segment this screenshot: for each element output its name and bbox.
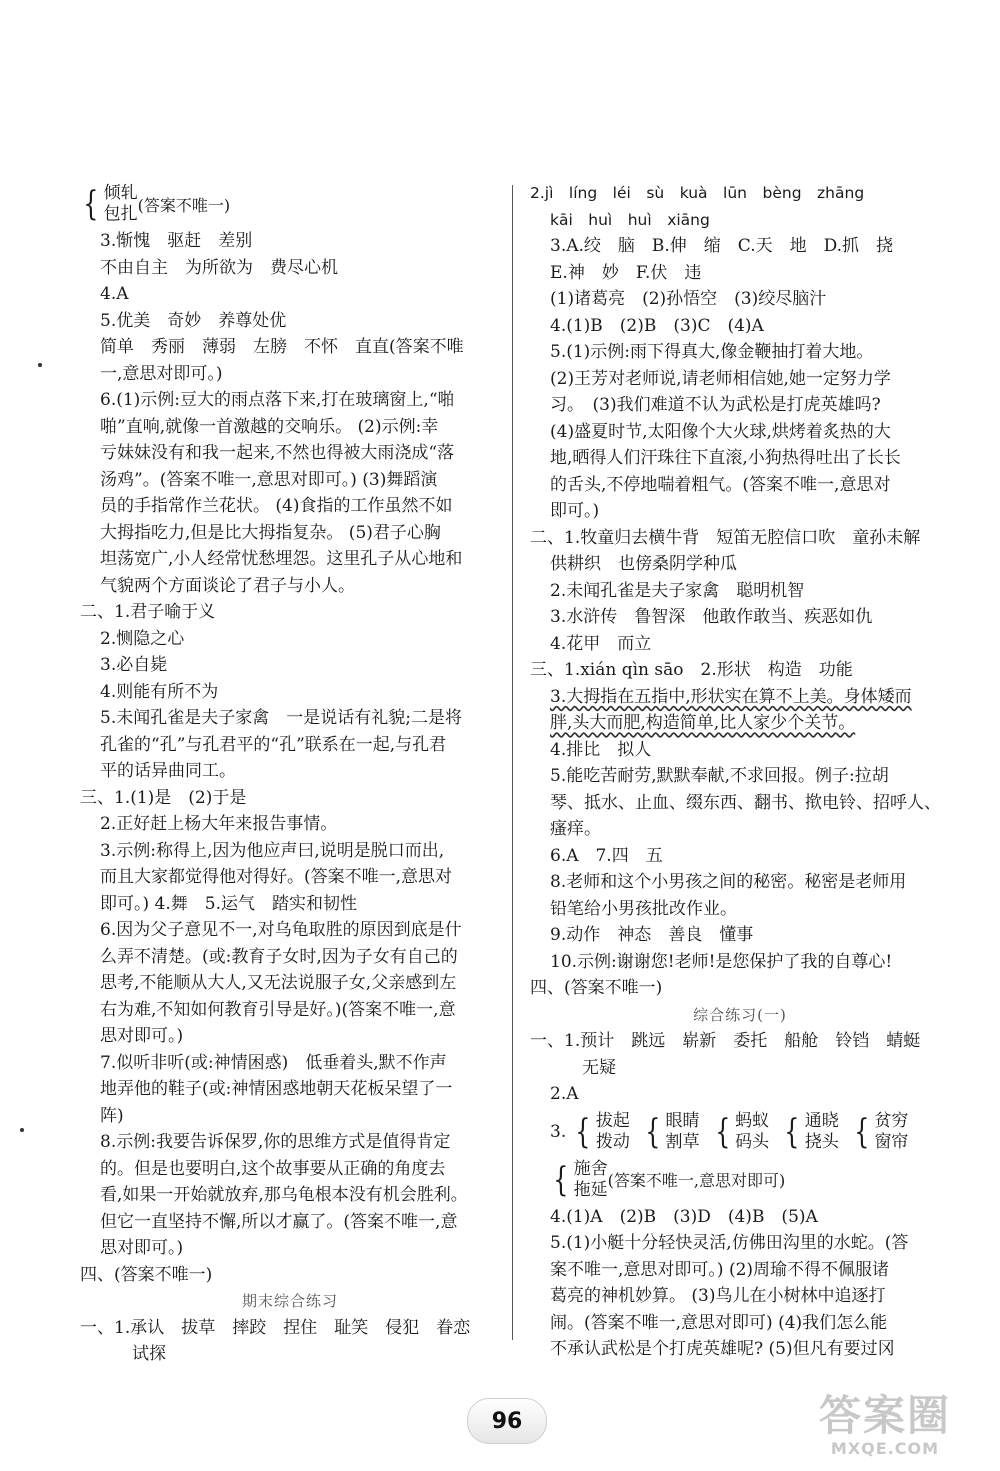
brace-glyph: {: [854, 1111, 870, 1152]
brace-word: 通晓: [804, 1110, 839, 1131]
brace-word: 眼睛: [665, 1110, 700, 1131]
brace-answer-top: [80, 180, 500, 228]
brace-word: 倾轧: [103, 183, 138, 203]
answer-line: 阵): [100, 1105, 124, 1126]
answer-line: 四、(答案不唯一): [530, 978, 663, 998]
answer-line: 4.A: [100, 284, 129, 304]
answer-line: 气貌两个方面谈论了君子与小人。: [100, 575, 355, 596]
answer-line: 一、1.承认 拔草 摔跤 捏住 耻笑 侵犯 眷恋: [80, 1317, 471, 1338]
answer-line: 的舌头,不停地喘着粗气。(答案不唯一,意思对: [550, 474, 891, 495]
brace-word: 施舍: [573, 1158, 608, 1179]
answer-line: 6.(1)示例:豆大的雨点落下来,打在玻璃窗上,“啪: [100, 390, 455, 410]
answer-line: 习。 (3)我们难道不认为武松是打虎英雄吗?: [550, 395, 881, 415]
answer-line: 思考,不能顺从大人,又无法说服子女,父亲感到左: [100, 973, 457, 993]
brace-word: 包扎: [103, 204, 138, 224]
watermark-logo: [790, 1385, 980, 1465]
left-answer-lines: [80, 228, 500, 1288]
page-number-badge: 96: [467, 1398, 547, 1444]
answer-line: 10.示例:谢谢您!老师!是您保护了我的自尊心!: [550, 951, 893, 972]
section-title-practice-1: 综合练习(一): [693, 1005, 787, 1024]
brace-word-stack: [596, 1111, 630, 1153]
brace-word: 窗帘: [874, 1131, 909, 1152]
answer-line: 葛亮的神机妙算。 (3)鸟儿在小树林中追逐打: [550, 1286, 886, 1306]
answer-line: 么弄不清楚。(或:教育子女时,因为子女有自己的: [100, 946, 458, 967]
answer-line: 4.排比 拟人: [550, 739, 652, 760]
answer-line: 2.正好赶上杨大年来报告事情。: [100, 814, 338, 834]
answer-line: (2)王芳对老师说,请老师相信她,她一定努力学: [550, 368, 891, 389]
answer-line: 5.优美 奇妙 养尊处优: [100, 310, 287, 331]
brace-glyph: {: [553, 1159, 569, 1200]
answer-line: 试探: [132, 1344, 166, 1364]
answer-line: 不承认武松是个打虎英雄呢? (5)但凡有要过冈: [550, 1339, 895, 1359]
answer-line: 铅笔给小男孩批改作业。: [550, 898, 737, 919]
wavy-underlined-text: 3.大拇指在五指中,形状实在算不上美。身体矮而: [550, 686, 912, 707]
answer-line: 坦荡宽广,小人经常忧愁埋怨。这里孔子从心地和: [100, 549, 463, 569]
answer-line: 供耕织 也傍桑阴学种瓜: [550, 554, 737, 574]
answer-line: 无疑: [582, 1057, 616, 1078]
brace-group: [851, 1111, 909, 1153]
answer-line: 汤鸡”。(答案不唯一,意思对即可。) (3)舞蹈演: [100, 469, 438, 490]
answer-line: 瘙痒。: [550, 819, 601, 839]
answer-line: 一,意思对即可。): [100, 363, 223, 384]
brace-word: 蚂蚁: [735, 1110, 770, 1131]
answer-line: 二、1.君子喻于义: [80, 602, 216, 622]
answer-line: 4.则能有所不为: [100, 681, 219, 702]
brace-glyph: {: [714, 1111, 730, 1152]
brace-row-label: 3.: [550, 1121, 567, 1142]
answer-line-underlined: [530, 684, 950, 711]
brace-word-stack: [805, 1111, 839, 1153]
column-divider: [512, 185, 513, 1340]
answer-line: 5.能吃苦耐劳,默默奉献,不求回报。例子:拉胡: [550, 766, 889, 786]
answer-line: 四、(答案不唯一): [80, 1264, 213, 1285]
answer-line: 2.恻隐之心: [100, 628, 185, 649]
answer-line: 地弄他的鞋子(或:神情困惑地朝天花板呆望了一: [100, 1079, 453, 1099]
right-answer-lines-d: [530, 1204, 950, 1363]
answer-line: 即可。): [550, 501, 600, 521]
brace-group: [572, 1111, 630, 1153]
answer-line: 孔雀的“孔”与孔君平的“孔”联系在一起,与孔君: [100, 734, 447, 755]
answer-line: 3.A.绞 脑 B.伸 缩 C.天 地 D.抓 挠: [550, 236, 894, 256]
brace-word: 拖延: [573, 1179, 608, 1200]
pinyin-line: kāi huì huì xiāng: [550, 210, 710, 229]
answer-line: 案不唯一,意思对即可。) (2)周瑜不得不佩服诸: [550, 1259, 890, 1280]
left-column: [80, 180, 500, 1368]
wavy-underlined-text: 胖,头大而肥,构造简单,比人家少个关节。: [550, 713, 856, 733]
brace-word: 贫穷: [874, 1110, 909, 1131]
answer-line: 3.示例:称得上,因为他应声曰,说明是脱口而出,: [100, 840, 445, 861]
brace-group: [781, 1111, 839, 1153]
brace-groups: [572, 1111, 920, 1153]
answer-line: 三、1.(1)是 (2)于是: [80, 787, 247, 808]
answer-line: 平的话异曲同工。: [100, 761, 236, 781]
brace-word-stack: [104, 183, 138, 225]
brace-glyph: {: [645, 1111, 661, 1152]
brace-word: 拔起: [595, 1110, 630, 1131]
brace-glyph: {: [575, 1111, 591, 1152]
brace-word-stack: [735, 1111, 769, 1153]
brace-group: [712, 1111, 770, 1153]
brace-group: [642, 1111, 700, 1153]
answer-line: 而且大家都觉得他对得好。(答案不唯一,意思对: [100, 867, 453, 887]
answer-line: 大拇指吃力,但是比大拇指复杂。 (5)君子心胸: [100, 522, 441, 543]
brace-word: 码头: [735, 1131, 770, 1152]
answer-line: 啪”直响,就像一首激越的交响乐。 (2)示例:幸: [100, 416, 439, 437]
watermark-logo-text: 答案圈: [818, 1390, 951, 1440]
answer-line: 闹。(答案不唯一,意思对即可) (4)我们怎么能: [550, 1312, 888, 1333]
answer-line: 地,晒得人们汗珠往下直滚,小狗热得吐出了长长: [550, 448, 901, 468]
answer-line-underlined: [530, 710, 950, 737]
answer-line: 右为难,不知如何教育引导是好。)(答案不唯一,意: [100, 999, 456, 1020]
answer-line: 5.(1)示例:雨下得真大,像金鞭抽打着大地。: [550, 342, 874, 362]
answer-line: 4.花甲 而立: [550, 633, 652, 654]
brace-word-stack: [666, 1111, 700, 1153]
brace-note: (答案不唯一): [137, 195, 231, 215]
answer-line: 8.老师和这个小男孩之间的秘密。秘密是老师用: [550, 872, 907, 892]
right-answer-lines-a: [530, 233, 950, 684]
answer-line: 4.(1)A (2)B (3)D (4)B (5)A: [550, 1206, 818, 1227]
answer-line: 5.未闻孔雀是夫子家禽 一是说话有礼貌;二是将: [100, 708, 462, 728]
answer-line: E.神 妙 F.伏 违: [550, 262, 702, 283]
answer-line: 3.必自毙: [100, 655, 168, 675]
answer-line: 5.(1)小艇十分轻快灵活,仿佛田沟里的水蛇。(答: [550, 1233, 909, 1253]
answer-line: 员的手指常作兰花状。 (4)食指的工作虽然不如: [100, 496, 453, 516]
scan-speck: [38, 363, 42, 367]
right-answer-lines-b: [530, 737, 950, 1002]
answer-line: 二、1.牧童归去横牛背 短笛无腔信口吹 童孙未解: [530, 527, 921, 548]
scan-speck: [20, 1128, 24, 1132]
answer-line: 9.动作 神态 善良 懂事: [550, 925, 754, 945]
brace-answer-bottom: [530, 1156, 950, 1204]
watermark-url: MXQE.COM: [830, 1438, 940, 1458]
answer-line: 三、1.xián qìn sāo 2.形状 构造 功能: [530, 660, 853, 680]
answer-line: 看,如果一开始就放弃,那乌龟根本没有机会胜利。: [100, 1185, 468, 1205]
brace-word: 挠头: [804, 1131, 839, 1152]
brace-word: 拨动: [595, 1131, 630, 1152]
answer-line: (4)盛夏时节,太阳像个大火球,烘烤着炙热的大: [550, 421, 891, 442]
answer-line: 6.因为父子意见不一,对乌龟取胜的原因到底是什: [100, 920, 462, 940]
brace-answer-row: [530, 1108, 950, 1156]
right-answer-lines-c: [530, 1028, 950, 1108]
answer-line: 一、1.预计 跳远 崭新 委托 船舱 铃铛 蜻蜓: [530, 1031, 921, 1051]
answer-line: 思对即可。): [100, 1238, 184, 1258]
answer-line: 8.示例:我要告诉保罗,你的思维方式是值得肯定: [100, 1132, 451, 1152]
brace-word-stack: [574, 1159, 608, 1201]
pinyin-line: 2.jì líng léi sù kuà lūn bèng zhāng: [530, 184, 865, 202]
answer-line: 2.未闻孔雀是夫子家禽 聪明机智: [550, 580, 805, 601]
answer-line: 2.A: [550, 1084, 579, 1104]
answer-line: 即可。) 4.舞 5.运气 踏实和韧性: [100, 893, 357, 914]
right-column: [530, 180, 950, 1363]
answer-line: 3.水浒传 鲁智深 他敢作敢当、疾恶如仇: [550, 607, 873, 627]
brace-glyph: {: [83, 184, 99, 224]
answer-line: 亏妹妹没有和我一起来,不然也得被大雨浇成“落: [100, 443, 455, 463]
answer-line: 7.似听非听(或:神情困惑) 低垂着头,默不作声: [100, 1052, 447, 1073]
answer-line: 琴、抵水、止血、缀东西、翻书、揿电铃、招呼人、: [550, 792, 941, 813]
answer-line: 思对即可。): [100, 1026, 184, 1046]
answer-line: 但它一直坚持不懈,所以才赢了。(答案不唯一,意: [100, 1211, 458, 1232]
answer-line: 不由自主 为所欲为 费尽心机: [100, 257, 338, 278]
brace-word-stack: [874, 1111, 908, 1153]
brace-word: 割草: [665, 1131, 700, 1152]
answer-line: 4.(1)B (2)B (3)C (4)A: [550, 315, 764, 336]
answer-line: (1)诸葛亮 (2)孙悟空 (3)绞尽脑汁: [550, 289, 827, 309]
brace-note: (答案不唯一,意思对即可): [607, 1171, 786, 1190]
answer-line: 简单 秀丽 薄弱 左膀 不怀 直直(答案不唯: [100, 337, 464, 357]
answer-line: 的。但是也要明白,这个故事要从正确的角度去: [100, 1158, 446, 1179]
brace-glyph: {: [784, 1111, 800, 1152]
answer-line: 3.惭愧 驱赶 差别: [100, 231, 253, 251]
answer-line: 6.A 7.四 五: [550, 845, 663, 866]
section-title-final: 期末综合练习: [241, 1292, 338, 1310]
